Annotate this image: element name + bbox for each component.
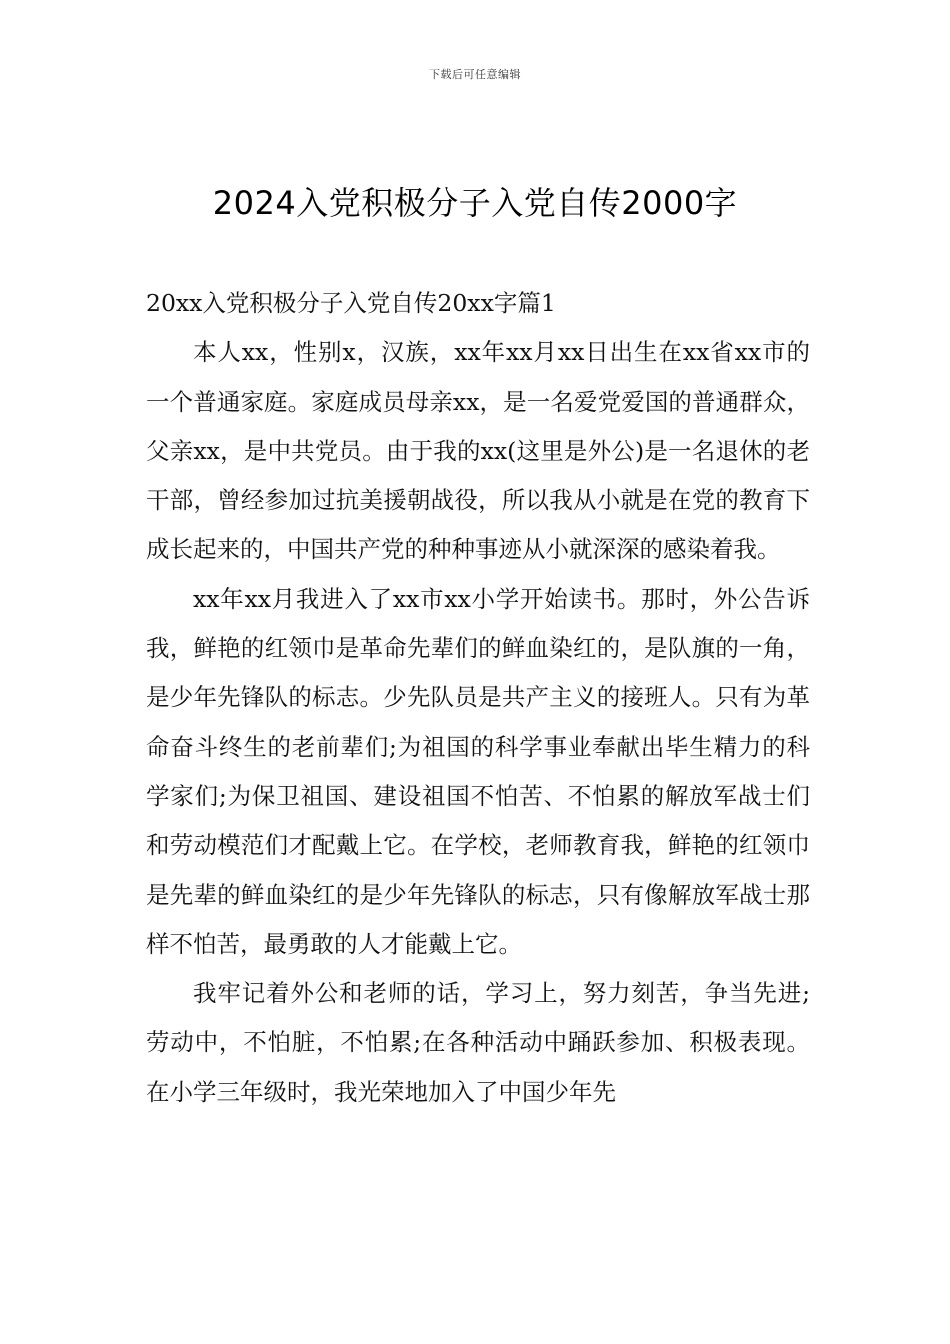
paragraph-1: 本人xx，性别x，汉族，xx年xx月xx日出生在xx省xx市的一个普通家庭。家庭成员母亲xx，是一名爱党爱国的普通群众，父亲xx，是中共党员。由于我的xx(这里是外公)是一名退休的老干部，曾经参加过抗美援朝战役，所以我从小就是在党的教育下成长起来的，中国共产党的种种事迹从小就深深的感染着我。 xyxy=(146,338,810,564)
paragraph-3: 我牢记着外公和老师的话，学习上，努力刻苦，争当先进;劳动中，不怕脏，不怕累;在各种活动中踊跃参加、积极表现。在小学三年级时，我光荣地加入了中国少年先 xyxy=(146,979,810,1106)
section-heading: 20xx入党积极分子入党自传20xx字篇1 xyxy=(146,289,556,317)
document-body xyxy=(146,279,810,1117)
page-title: 2024入党积极分子入党自传2000字 xyxy=(212,184,738,222)
paragraph-2: xx年xx月我进入了xx市xx小学开始读书。那时，外公告诉我，鲜艳的红领巾是革命先辈们的鲜血染红的，是队旗的一角，是少年先锋队的标志。少先队员是共产主义的接班人。只有为革命奋斗终生的老前辈们;为祖国的科学事业奉献出毕生精力的科学家们;为保卫祖国、建设祖国不怕苦、不怕累的解放军战士们和劳动模范们才配戴上它。在学校，老师教育我，鲜艳的红领巾是先辈的鲜血染红的是少年先锋队的标志，只有像解放军战士那样不怕苦，最勇敢的人才能戴上它。 xyxy=(146,584,810,958)
header-note: 下载后可任意编辑 xyxy=(429,68,521,81)
